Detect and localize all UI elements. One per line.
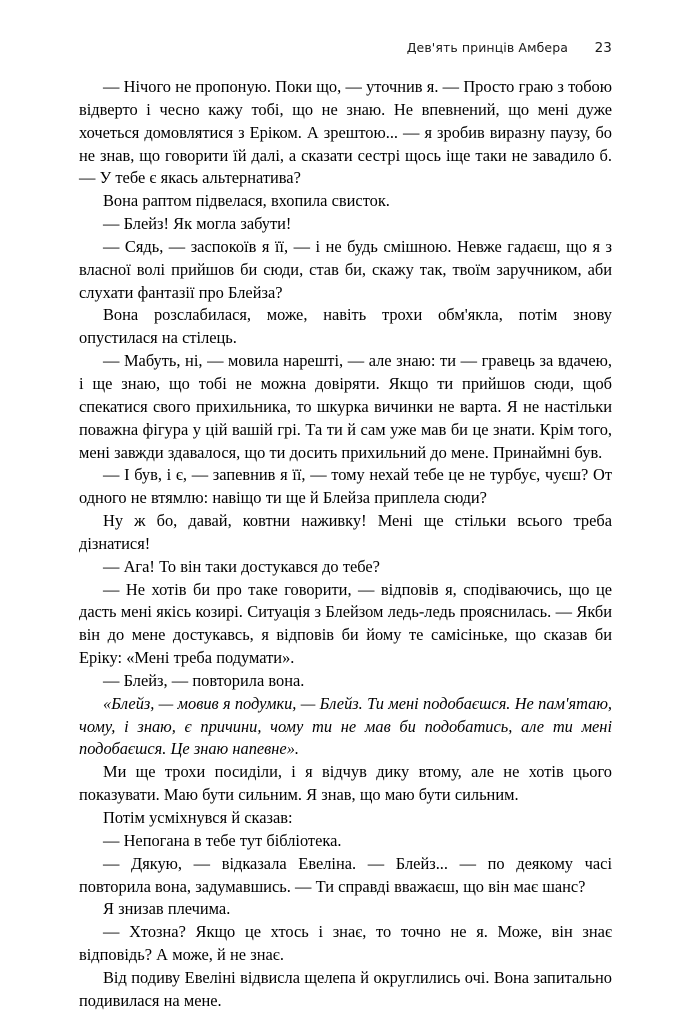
body-paragraph: — Блейз! Як могла забути! [103,214,292,234]
running-head [79,40,612,60]
body-paragraph: — Нічого не пропоную. Поки що, — уточнив я. — Просто граю з тобою відверто і чесно кажу тобі, що не знаю. Не впевнений, що мені дуже хочеться домовлятися з Еріком. А зрештою... — я зробив виразну паузу, бо не знав, що говорити їй далі, а сказати сестрі щось іще таки не завадило б. — У тебе є якась альтернатива? [79,77,612,188]
body-paragraph: Ну ж бо, давай, ковтни наживку! Мені ще стільки всього треба дізнатися! [79,511,612,553]
body-paragraph: — Сядь, — заспокоїв я її, — і не будь смішною. Невже гадаєш, що я з власної волі прийшов би сюди, став би, скажу так, твоїм заручником, аби слухати фантазії про Блейза? [79,236,612,302]
body-paragraph: Потім усміхнувся й сказав: [103,808,293,827]
body-paragraph: — Ага! То він таки достукався до тебе? [103,556,380,576]
page-number: 23 [594,40,612,56]
body-paragraph: — Хтозна? Якщо це хтось і знає, то точно не я. Може, він знає відповідь? А може, й не знає. [79,922,612,965]
body-paragraph: — Не хотів би про таке говорити, — відповів я, сподіваючись, що це дасть мені якісь козирі. Ситуація з Блейзом ледь-ледь прояснилась. — Якби він до мене достукавсь, я відповів би йому те самісіньке, що сказав би Еріку: «Мені треба подумати». [79,579,612,668]
body-paragraph: Я знизав плечима. [103,899,231,919]
body-paragraph: — Дякую, — відказала Евеліна. — Блейз... — по деякому часі повторила вона, задумавшись. — Ти справді вважаєш, що він має шанс? [79,853,612,896]
body-paragraph: Від подиву Евеліні відвисла щелепа й округлились очі. Вона запитально подивилася на мене. [79,967,612,1010]
running-head-book-title: Дев'ять принців Амбера [406,40,568,55]
body-paragraph: — Непогана в тебе тут бібліотека. [103,830,342,850]
body-paragraph: «Блейз, — мовив я подумки, — Блейз. Ти мені подобаєшся. Не пам'ятаю, чому, і знаю, є причини, чому ти не мав би подобатись, але ти мені подобаєшся. Це знаю напевне». [79,693,612,759]
body-paragraph: Вона розслабилася, може, навіть трохи обм'якла, потім знову опустилася на стілець. [79,305,612,348]
body-paragraph: — Блейз, — повторила вона. [103,670,305,690]
body-paragraph: — Мабуть, ні, — мовила нарешті, — але знаю: ти — гравець за вдачею, і ще знаю, що тобі не можна довіряти. Якщо ти прийшов сюди, щоб спекатися свого прихильника, то шкурка вичинки не варта. Я не настільки поважна фігура у цій вашій грі. Та ти й сам уже мав би це знати. Крім того, мені завжди здавалося, що ти досить прихильний до мене. Принаймні був. [79,351,612,462]
body-text-block [79,76,612,1013]
body-paragraph: Ми ще трохи посиділи, і я відчув дику втому, але не хотів цього показувати. Маю бути сильним. Я знав, що маю бути сильним. [79,762,612,805]
body-paragraph: — І був, і є, — запевнив я її, — тому нехай тебе це не турбує, чуєш? От одного не втямлю: навіщо ти ще й Блейза приплела сюди? [79,465,612,508]
body-paragraph: Вона раптом підвелася, вхопила свисток. [103,191,390,211]
